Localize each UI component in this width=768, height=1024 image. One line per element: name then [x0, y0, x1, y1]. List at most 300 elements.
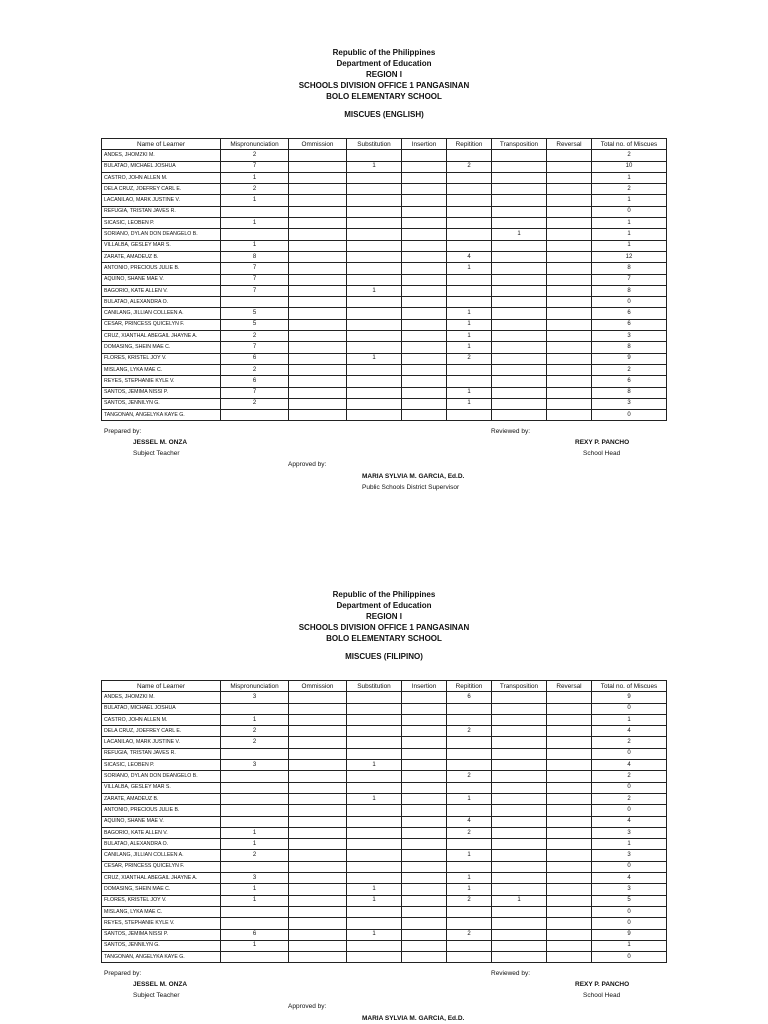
column-header: Insertion: [402, 681, 447, 692]
miscue-count-cell: [402, 410, 447, 421]
learner-name-cell: AQUINO, SHANE MAE V.: [102, 274, 221, 285]
miscue-count-cell: [221, 782, 289, 793]
miscue-count-cell: [347, 952, 402, 963]
miscue-count-cell: [289, 952, 347, 963]
miscue-count-cell: [447, 376, 492, 387]
miscue-count-cell: 6: [447, 692, 492, 703]
miscue-count-cell: 2: [447, 353, 492, 364]
column-header: Name of Learner: [102, 139, 221, 150]
miscue-count-cell: 7: [221, 263, 289, 274]
miscue-count-cell: 1: [447, 308, 492, 319]
miscue-count-cell: [402, 263, 447, 274]
miscue-count-cell: [221, 906, 289, 917]
miscue-count-cell: [347, 940, 402, 951]
miscue-count-cell: [547, 918, 592, 929]
miscue-count-cell: [547, 251, 592, 262]
miscue-count-cell: [547, 737, 592, 748]
miscue-count-cell: 2: [221, 331, 289, 342]
miscue-count-cell: 2: [221, 364, 289, 375]
miscue-count-cell: [289, 940, 347, 951]
miscue-count-cell: [547, 331, 592, 342]
miscue-count-cell: [347, 782, 402, 793]
total-miscues-cell: 0: [592, 918, 667, 929]
column-header: Insertion: [402, 139, 447, 150]
miscue-count-cell: [447, 703, 492, 714]
miscue-count-cell: [402, 703, 447, 714]
miscue-count-cell: [289, 387, 347, 398]
total-miscues-cell: 3: [592, 850, 667, 861]
miscue-count-cell: [492, 906, 547, 917]
learner-name-cell: REYES, STEPHANIE KYLE V.: [102, 918, 221, 929]
miscue-count-cell: [289, 782, 347, 793]
table-row: [102, 861, 667, 872]
table-row: [102, 692, 667, 703]
miscue-count-cell: [447, 297, 492, 308]
table-row: [102, 714, 667, 725]
miscue-count-cell: [547, 748, 592, 759]
learner-name-cell: SICASIC, LEOBEN P.: [102, 760, 221, 771]
miscue-count-cell: 4: [447, 251, 492, 262]
miscue-count-cell: [547, 184, 592, 195]
learner-name-cell: CANILANG, JILLIAN COLLEEN A.: [102, 308, 221, 319]
miscue-count-cell: [289, 793, 347, 804]
miscue-count-cell: [447, 839, 492, 850]
miscue-count-cell: [492, 714, 547, 725]
total-miscues-cell: 4: [592, 816, 667, 827]
miscue-count-cell: 1: [447, 319, 492, 330]
miscue-count-cell: [347, 150, 402, 161]
learner-name-cell: TANGONAN, ANGELYKA KAYE G.: [102, 410, 221, 421]
miscue-count-cell: [492, 771, 547, 782]
total-miscues-cell: 4: [592, 873, 667, 884]
miscue-count-cell: [547, 793, 592, 804]
miscue-count-cell: [289, 274, 347, 285]
total-miscues-cell: 8: [592, 342, 667, 353]
miscue-count-cell: 5: [221, 319, 289, 330]
miscue-count-cell: [289, 748, 347, 759]
miscue-count-cell: 2: [221, 398, 289, 409]
table-row: [102, 229, 667, 240]
miscue-count-cell: [492, 929, 547, 940]
approved-by-title: Public Schools District Supervisor: [362, 484, 460, 491]
table-row: [102, 850, 667, 861]
miscue-count-cell: [347, 319, 402, 330]
miscue-count-cell: [289, 895, 347, 906]
table-row: [102, 940, 667, 951]
miscue-count-cell: [347, 873, 402, 884]
miscue-count-cell: 4: [447, 816, 492, 827]
miscue-count-cell: 2: [221, 850, 289, 861]
miscue-count-cell: 7: [221, 274, 289, 285]
english-miscues-table: [101, 138, 667, 421]
miscue-count-cell: [492, 161, 547, 172]
reviewed-by-title: School Head: [583, 450, 621, 457]
miscue-count-cell: [221, 206, 289, 217]
miscue-count-cell: [492, 398, 547, 409]
miscue-count-cell: 1: [447, 873, 492, 884]
table-row: [102, 353, 667, 364]
miscue-count-cell: 1: [492, 895, 547, 906]
miscue-count-cell: [289, 240, 347, 251]
miscue-count-cell: [289, 364, 347, 375]
total-miscues-cell: 5: [592, 895, 667, 906]
miscue-count-cell: [289, 884, 347, 895]
miscue-count-cell: 2: [221, 150, 289, 161]
miscue-count-cell: 2: [447, 827, 492, 838]
column-header: Repitition: [447, 139, 492, 150]
prepared-by-name: JESSEL M. ONZA: [133, 981, 188, 988]
miscue-count-cell: [289, 297, 347, 308]
miscue-count-cell: [289, 172, 347, 183]
learner-name-cell: SANTOS, JENNILYN G.: [102, 398, 221, 409]
miscue-count-cell: [447, 274, 492, 285]
miscue-count-cell: [492, 240, 547, 251]
learner-name-cell: BULATAO, MICHAEL JOSHUA: [102, 703, 221, 714]
miscue-count-cell: 1: [447, 884, 492, 895]
learner-name-cell: REFUGIA, TRISTAN JAVES R.: [102, 206, 221, 217]
miscue-count-cell: [221, 805, 289, 816]
miscue-count-cell: [347, 184, 402, 195]
total-miscues-cell: 0: [592, 906, 667, 917]
table-row: [102, 918, 667, 929]
miscue-count-cell: [547, 952, 592, 963]
header-line-deped: Department of Education: [336, 601, 432, 610]
learner-name-cell: ANDES, JHOMZKI M.: [102, 150, 221, 161]
miscue-count-cell: [289, 703, 347, 714]
miscue-count-cell: [492, 195, 547, 206]
miscue-count-cell: [547, 940, 592, 951]
miscue-count-cell: [402, 376, 447, 387]
header-line-republic: Republic of the Philippines: [332, 48, 436, 57]
total-miscues-cell: 4: [592, 726, 667, 737]
miscue-count-cell: [347, 240, 402, 251]
header-line-school: BOLO ELEMENTARY SCHOOL: [326, 634, 442, 643]
miscue-count-cell: [547, 376, 592, 387]
learner-name-cell: MISLANG, LYKA MAE C.: [102, 364, 221, 375]
miscue-count-cell: [402, 827, 447, 838]
approved-by-label: Approved by:: [288, 461, 327, 468]
miscue-count-cell: [289, 410, 347, 421]
miscue-count-cell: [402, 850, 447, 861]
table-row: [102, 308, 667, 319]
total-miscues-cell: 1: [592, 195, 667, 206]
miscue-count-cell: 1: [447, 331, 492, 342]
miscue-count-cell: [492, 940, 547, 951]
table-row: [102, 760, 667, 771]
miscue-count-cell: [221, 771, 289, 782]
miscue-count-cell: [402, 229, 447, 240]
table-header-row: [102, 681, 667, 692]
miscue-count-cell: [492, 218, 547, 229]
miscue-count-cell: [492, 873, 547, 884]
total-miscues-cell: 2: [592, 793, 667, 804]
miscue-count-cell: [347, 297, 402, 308]
learner-name-cell: BULATAO, ALEXANDRA O.: [102, 839, 221, 850]
miscue-count-cell: 2: [447, 895, 492, 906]
miscue-count-cell: [402, 895, 447, 906]
miscue-count-cell: [547, 805, 592, 816]
table-row: [102, 376, 667, 387]
learner-name-cell: CESAR, PRINCESS QUICELYN F.: [102, 861, 221, 872]
table-row: [102, 782, 667, 793]
learner-name-cell: DOMASING, SHEIN MAE C.: [102, 884, 221, 895]
column-header: Substitution: [347, 139, 402, 150]
miscue-count-cell: [347, 263, 402, 274]
miscue-count-cell: [402, 308, 447, 319]
miscue-count-cell: [447, 861, 492, 872]
total-miscues-cell: 1: [592, 172, 667, 183]
miscue-count-cell: [347, 748, 402, 759]
miscue-count-cell: [289, 229, 347, 240]
miscue-count-cell: [289, 308, 347, 319]
learner-name-cell: LACANILAO, MARK JUSTINE V.: [102, 737, 221, 748]
miscue-count-cell: [402, 940, 447, 951]
learner-name-cell: ZARATE, AMADEUZ B.: [102, 251, 221, 262]
miscue-count-cell: [547, 387, 592, 398]
total-miscues-cell: 0: [592, 410, 667, 421]
miscue-count-cell: 1: [447, 850, 492, 861]
prepared-by-title: Subject Teacher: [133, 450, 180, 457]
table-row: [102, 410, 667, 421]
column-header: Ommission: [289, 681, 347, 692]
miscue-count-cell: [447, 229, 492, 240]
learner-name-cell: SANTOS, JEMIMA NISSI P.: [102, 929, 221, 940]
column-header: Reversal: [547, 681, 592, 692]
miscue-count-cell: [402, 839, 447, 850]
miscue-count-cell: [492, 793, 547, 804]
miscue-count-cell: [347, 398, 402, 409]
total-miscues-cell: 2: [592, 737, 667, 748]
learner-name-cell: SANTOS, JENNILYN G.: [102, 940, 221, 951]
miscue-count-cell: [289, 161, 347, 172]
miscue-count-cell: [402, 319, 447, 330]
miscue-count-cell: [402, 748, 447, 759]
miscue-count-cell: [492, 827, 547, 838]
miscue-count-cell: [547, 726, 592, 737]
learner-name-cell: VILLALBA, GESLEY MAR S.: [102, 782, 221, 793]
miscue-count-cell: [547, 816, 592, 827]
miscue-count-cell: [402, 251, 447, 262]
miscue-count-cell: [289, 906, 347, 917]
miscue-count-cell: 1: [347, 895, 402, 906]
miscue-count-cell: [492, 952, 547, 963]
miscue-count-cell: 3: [221, 873, 289, 884]
table-row: [102, 285, 667, 296]
column-header: Reversal: [547, 139, 592, 150]
miscue-count-cell: [547, 150, 592, 161]
miscue-count-cell: [221, 952, 289, 963]
learner-name-cell: DELA CRUZ, JOEFREY CARL E.: [102, 726, 221, 737]
miscue-count-cell: [492, 726, 547, 737]
table-row: [102, 726, 667, 737]
learner-name-cell: CRUZ, XIANTHAL ABEGAIL JHAYNE A.: [102, 873, 221, 884]
table-row: [102, 398, 667, 409]
miscue-count-cell: 1: [221, 827, 289, 838]
miscue-count-cell: [492, 918, 547, 929]
total-miscues-cell: 0: [592, 297, 667, 308]
reviewed-by-name: REXY P. PANCHO: [575, 981, 630, 988]
column-header: Substitution: [347, 681, 402, 692]
miscue-count-cell: [492, 364, 547, 375]
miscue-count-cell: [547, 873, 592, 884]
miscue-count-cell: [402, 918, 447, 929]
miscue-count-cell: [447, 805, 492, 816]
miscue-count-cell: [347, 861, 402, 872]
miscue-count-cell: 1: [447, 342, 492, 353]
miscue-count-cell: [492, 703, 547, 714]
miscue-count-cell: [447, 760, 492, 771]
miscue-count-cell: [492, 285, 547, 296]
miscue-count-cell: [492, 410, 547, 421]
reviewed-by-title: School Head: [583, 992, 621, 999]
learner-name-cell: CASTRO, JOHN ALLEN M.: [102, 172, 221, 183]
table-row: [102, 816, 667, 827]
filipino-report: [0, 589, 768, 1022]
miscue-count-cell: [402, 873, 447, 884]
total-miscues-cell: 1: [592, 714, 667, 725]
miscue-count-cell: [547, 353, 592, 364]
miscue-count-cell: 8: [221, 251, 289, 262]
miscue-count-cell: [547, 410, 592, 421]
miscue-count-cell: [547, 240, 592, 251]
miscue-count-cell: [547, 319, 592, 330]
miscue-count-cell: [347, 850, 402, 861]
miscue-count-cell: [289, 918, 347, 929]
miscue-count-cell: [492, 839, 547, 850]
miscue-count-cell: [402, 184, 447, 195]
miscue-count-cell: [347, 218, 402, 229]
miscue-count-cell: 1: [447, 793, 492, 804]
miscue-count-cell: [547, 827, 592, 838]
table-row: [102, 364, 667, 375]
table-row: [102, 771, 667, 782]
miscue-count-cell: [289, 331, 347, 342]
total-miscues-cell: 1: [592, 218, 667, 229]
miscue-count-cell: [492, 172, 547, 183]
miscue-count-cell: [547, 229, 592, 240]
miscue-count-cell: [289, 760, 347, 771]
miscue-count-cell: [402, 760, 447, 771]
header-line-school: BOLO ELEMENTARY SCHOOL: [326, 92, 442, 101]
miscue-count-cell: [402, 364, 447, 375]
miscue-count-cell: [402, 353, 447, 364]
total-miscues-cell: 0: [592, 703, 667, 714]
miscue-count-cell: [447, 906, 492, 917]
miscue-count-cell: [547, 195, 592, 206]
approved-by-name: MARIA SYLVIA M. GARCIA, Ed.D.: [362, 1015, 465, 1022]
miscue-count-cell: [492, 850, 547, 861]
table-row: [102, 331, 667, 342]
total-miscues-cell: 9: [592, 929, 667, 940]
column-header: Ommission: [289, 139, 347, 150]
miscue-count-cell: [289, 929, 347, 940]
table-row: [102, 251, 667, 262]
total-miscues-cell: 2: [592, 771, 667, 782]
table-row: [102, 929, 667, 940]
table-row: [102, 319, 667, 330]
miscue-count-cell: 1: [347, 285, 402, 296]
miscue-count-cell: [347, 172, 402, 183]
miscue-count-cell: [289, 726, 347, 737]
miscue-count-cell: [447, 218, 492, 229]
miscue-count-cell: 1: [221, 839, 289, 850]
miscue-count-cell: [347, 251, 402, 262]
total-miscues-cell: 0: [592, 805, 667, 816]
miscue-count-cell: [492, 274, 547, 285]
miscue-count-cell: [347, 805, 402, 816]
table-row: [102, 895, 667, 906]
miscue-count-cell: [347, 308, 402, 319]
miscue-count-cell: [289, 873, 347, 884]
miscue-count-cell: [347, 839, 402, 850]
total-miscues-cell: 8: [592, 285, 667, 296]
miscue-count-cell: 3: [221, 692, 289, 703]
miscue-count-cell: [221, 229, 289, 240]
miscue-count-cell: [402, 398, 447, 409]
table-row: [102, 387, 667, 398]
miscue-count-cell: [547, 263, 592, 274]
miscue-count-cell: [347, 195, 402, 206]
learner-name-cell: SORIANO, DYLAN DON DEANGELO B.: [102, 229, 221, 240]
miscue-count-cell: [492, 861, 547, 872]
miscue-count-cell: 3: [221, 760, 289, 771]
miscue-count-cell: [447, 782, 492, 793]
learner-name-cell: DOMASING, SHEIN MAE C.: [102, 342, 221, 353]
miscue-count-cell: [347, 703, 402, 714]
total-miscues-cell: 1: [592, 229, 667, 240]
miscue-count-cell: 1: [221, 714, 289, 725]
miscue-count-cell: [447, 172, 492, 183]
total-miscues-cell: 3: [592, 398, 667, 409]
filipino-table-title: MISCUES (FILIPINO): [345, 652, 423, 661]
total-miscues-cell: 3: [592, 884, 667, 895]
table-row: [102, 206, 667, 217]
miscue-count-cell: [492, 319, 547, 330]
learner-name-cell: DELA CRUZ, JOEFREY CARL E.: [102, 184, 221, 195]
miscue-count-cell: [289, 850, 347, 861]
miscue-count-cell: [402, 805, 447, 816]
miscue-count-cell: [289, 319, 347, 330]
miscue-count-cell: [402, 206, 447, 217]
miscue-count-cell: 6: [221, 376, 289, 387]
miscue-count-cell: [289, 353, 347, 364]
column-header: Transposition: [492, 681, 547, 692]
miscue-count-cell: [221, 748, 289, 759]
miscue-count-cell: [447, 206, 492, 217]
total-miscues-cell: 6: [592, 308, 667, 319]
miscue-count-cell: [347, 827, 402, 838]
miscue-count-cell: [547, 760, 592, 771]
miscue-count-cell: [447, 940, 492, 951]
miscue-count-cell: [547, 297, 592, 308]
miscue-count-cell: [221, 918, 289, 929]
prepared-by-label: Prepared by:: [104, 970, 142, 977]
miscue-count-cell: 2: [447, 771, 492, 782]
table-header-row: [102, 139, 667, 150]
table-row: [102, 737, 667, 748]
miscue-count-cell: [289, 195, 347, 206]
learner-name-cell: REFUGIA, TRISTAN JAVES R.: [102, 748, 221, 759]
miscue-count-cell: [447, 952, 492, 963]
reviewed-by-label: Reviewed by:: [491, 970, 531, 977]
approved-by-name: MARIA SYLVIA M. GARCIA, Ed.D.: [362, 473, 465, 480]
miscue-count-cell: [447, 364, 492, 375]
miscue-count-cell: [347, 410, 402, 421]
miscue-count-cell: [402, 240, 447, 251]
miscue-count-cell: [547, 929, 592, 940]
miscue-count-cell: [402, 793, 447, 804]
miscue-count-cell: 1: [447, 387, 492, 398]
